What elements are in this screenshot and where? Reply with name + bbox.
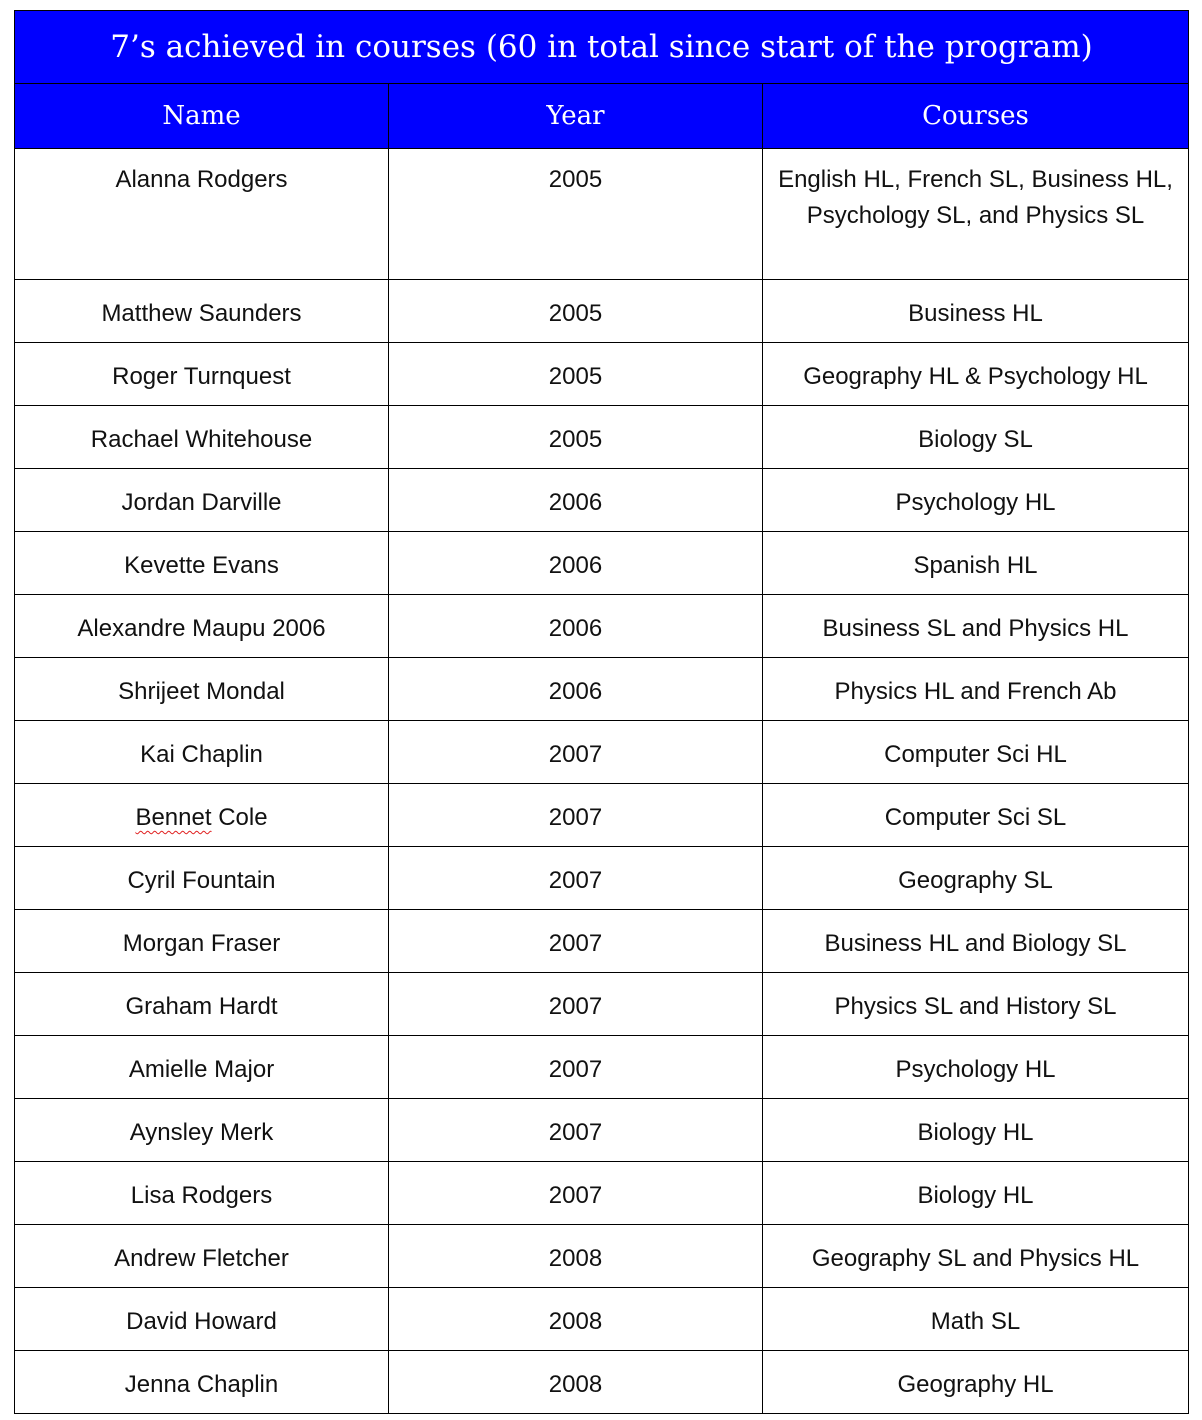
table-row [15,343,1189,406]
cell-name: Jenna Chaplin [15,1351,389,1414]
cell-name: Roger Turnquest [15,343,389,406]
cell-courses: Geography SL and Physics HL [763,1225,1189,1288]
cell-courses: Math SL [763,1288,1189,1351]
cell-year: 2008 [389,1288,763,1351]
cell-year: 2007 [389,910,763,973]
name-last: Cole [218,804,268,831]
cell-courses: Physics SL and History SL [763,973,1189,1036]
cell-year: 2006 [389,469,763,532]
cell-courses: Geography HL & Psychology HL [763,343,1189,406]
header-name: Name [15,84,389,149]
cell-year: 2008 [389,1225,763,1288]
cell-courses: Biology HL [763,1162,1189,1225]
table-row [15,658,1189,721]
table-row [15,721,1189,784]
table-row [15,973,1189,1036]
cell-year: 2006 [389,658,763,721]
cell-name: Rachael Whitehouse [15,406,389,469]
header-courses: Courses [763,84,1189,149]
table-row [15,280,1189,343]
name-first-misspelled: Bennet [135,804,212,831]
cell-year: 2007 [389,847,763,910]
table-row [15,469,1189,532]
cell-courses: Business SL and Physics HL [763,595,1189,658]
cell-name: Matthew Saunders [15,280,389,343]
cell-name [15,784,389,847]
cell-courses: Business HL and Biology SL [763,910,1189,973]
cell-year: 2006 [389,532,763,595]
table-row [15,1225,1189,1288]
cell-year: 2007 [389,973,763,1036]
cell-name: Lisa Rodgers [15,1162,389,1225]
cell-year: 2005 [389,406,763,469]
table-row [15,1036,1189,1099]
cell-name: Cyril Fountain [15,847,389,910]
cell-courses: Biology HL [763,1099,1189,1162]
cell-courses: Psychology HL [763,1036,1189,1099]
achievements-table [14,10,1189,1414]
table-row [15,1351,1189,1414]
cell-courses: Business HL [763,280,1189,343]
cell-name: Graham Hardt [15,973,389,1036]
title-row [15,11,1189,84]
table-row [15,595,1189,658]
table-row [15,1288,1189,1351]
table-row [15,149,1189,280]
table-row [15,1162,1189,1225]
cell-year: 2005 [389,280,763,343]
table-row [15,910,1189,973]
header-row [15,84,1189,149]
cell-courses: Computer Sci SL [763,784,1189,847]
cell-name: Alanna Rodgers [15,149,389,280]
cell-year: 2006 [389,595,763,658]
cell-name: Morgan Fraser [15,910,389,973]
cell-year: 2008 [389,1351,763,1414]
table-row [15,847,1189,910]
cell-courses: Psychology HL [763,469,1189,532]
cell-name: Shrijeet Mondal [15,658,389,721]
cell-year: 2007 [389,784,763,847]
cell-year: 2007 [389,1162,763,1225]
cell-year: 2007 [389,721,763,784]
cell-courses: Spanish HL [763,532,1189,595]
cell-courses: Geography HL [763,1351,1189,1414]
table-row [15,532,1189,595]
cell-name: Amielle Major [15,1036,389,1099]
table-title: 7’s achieved in courses (60 in total since start of the program) [15,11,1189,84]
cell-year: 2005 [389,149,763,280]
cell-name: Aynsley Merk [15,1099,389,1162]
table-row [15,1099,1189,1162]
cell-name: Kai Chaplin [15,721,389,784]
cell-name: David Howard [15,1288,389,1351]
table-row [15,784,1189,847]
table-row [15,406,1189,469]
cell-name: Jordan Darville [15,469,389,532]
cell-name: Alexandre Maupu 2006 [15,595,389,658]
cell-year: 2005 [389,343,763,406]
cell-courses: English HL, French SL, Business HL, Psychology SL, and Physics SL [763,149,1189,280]
cell-year: 2007 [389,1036,763,1099]
cell-courses: Biology SL [763,406,1189,469]
cell-name: Kevette Evans [15,532,389,595]
cell-name: Andrew Fletcher [15,1225,389,1288]
cell-year: 2007 [389,1099,763,1162]
cell-courses: Physics HL and French Ab [763,658,1189,721]
cell-courses: Geography SL [763,847,1189,910]
cell-courses: Computer Sci HL [763,721,1189,784]
document-page [14,10,1188,1414]
header-year: Year [389,84,763,149]
